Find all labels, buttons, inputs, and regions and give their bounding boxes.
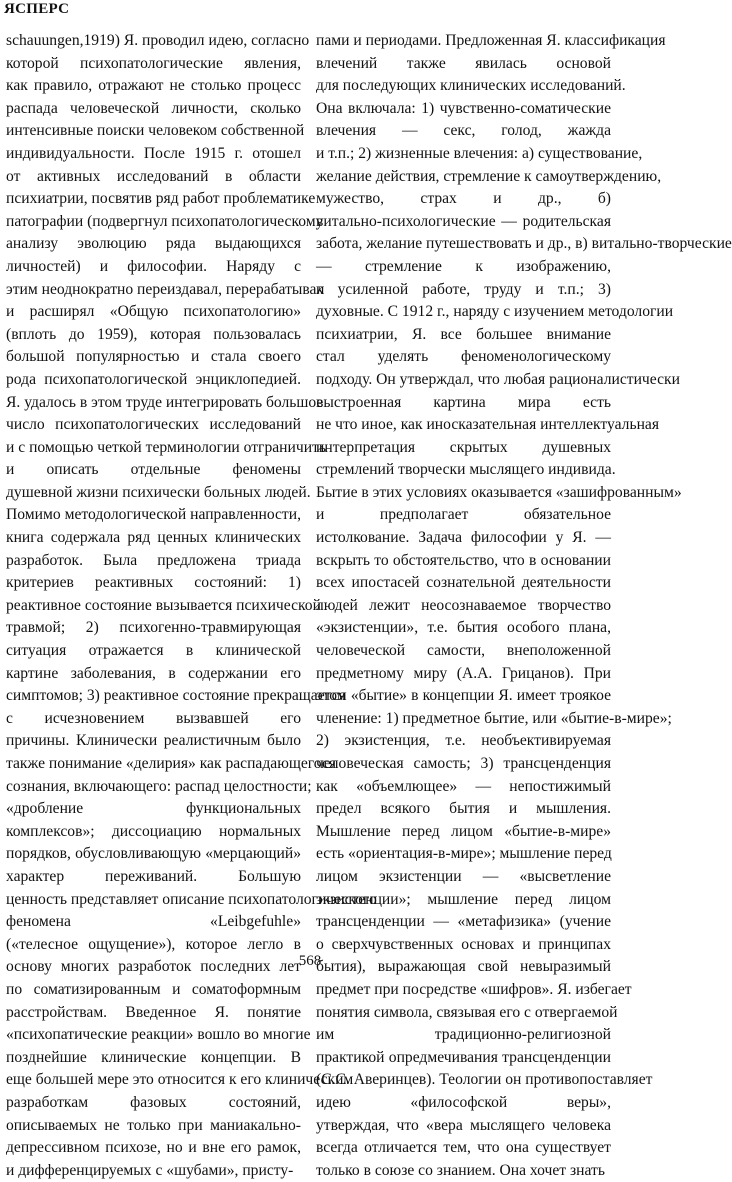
text-line: ценность представляет описание психопатологического bbox=[6, 890, 377, 908]
text-line: психиатрии, посвятив ряд работ проблематике bbox=[6, 190, 316, 208]
text-line: людей лежит неосознаваемое творчество bbox=[316, 596, 611, 614]
text-line: и с помощью четкой терминологии отграничить bbox=[6, 438, 326, 456]
text-line: о сверхчувственных основах и принципах bbox=[316, 935, 611, 953]
text-line: желание действия, стремление к самоутверждению, bbox=[316, 167, 662, 185]
text-line: по соматизированным и соматоформным bbox=[6, 980, 301, 998]
text-line: 2) экзистенция, т.е. необъективируемая bbox=[316, 732, 611, 750]
text-line: еще большей мере это относится к его клиническим bbox=[6, 1071, 354, 1089]
text-line: — стремление к изображению, bbox=[316, 257, 611, 275]
text-line: всех ипостасей сознательной деятельности bbox=[316, 574, 611, 592]
text-line: влечений также явилась основой bbox=[316, 54, 611, 72]
text-line: депрессивном психозе, но и вне его рамок, bbox=[6, 1139, 301, 1157]
text-line: большой популярностью и стала своего bbox=[6, 348, 301, 366]
text-line: человеческая самость; 3) трансценденция bbox=[316, 755, 611, 772]
text-line: забота, желание путешествовать и др., в) витально-творческие bbox=[316, 235, 732, 253]
text-line: вскрыть то обстоятельство, что в основании bbox=[316, 551, 611, 569]
right-text-column bbox=[316, 30, 732, 1182]
text-line: витально-психологические — родительская bbox=[316, 212, 611, 230]
text-line: картине заболевания, в содержании его bbox=[6, 664, 301, 682]
text-line: для последующих клинических исследований. bbox=[316, 77, 626, 95]
text-line: число психопатологических исследований bbox=[6, 416, 301, 434]
text-line: («телесное ощущение»), которое легло в bbox=[6, 935, 301, 953]
text-line: психиатрии, Я. все большее внимание bbox=[316, 325, 611, 343]
text-line: (вплоть до 1959), которая пользовалась bbox=[6, 325, 301, 343]
text-line: личностей) и философии. Наряду с bbox=[6, 257, 301, 275]
text-line: рода психопатологической энциклопедией. bbox=[6, 370, 301, 388]
text-line: понятия символа, связывая его с отвергаемой bbox=[316, 1003, 618, 1021]
text-line: стал уделять феноменологическому bbox=[316, 348, 611, 366]
text-line: анализу эволюцию ряда выдающихся bbox=[6, 235, 301, 253]
text-line: также понимание «делирия» как распадающегося bbox=[6, 755, 337, 772]
text-line: как «объемлющее» — непостижимый bbox=[316, 777, 611, 795]
text-line: с исчезновением вызвавшей его bbox=[6, 709, 301, 727]
text-line: и предполагает обязательное bbox=[316, 506, 611, 524]
text-line: интерпретация скрытых душевных bbox=[316, 438, 611, 456]
text-line: Бытие в этих условиях оказывается «зашифрованным» bbox=[316, 483, 682, 501]
text-line: симптомов; 3) реактивное состояние прекращается bbox=[6, 687, 346, 705]
text-line: бытия), выражающая свой невыразимый bbox=[316, 958, 611, 976]
text-line: только в союзе со знанием. Она хочет знать bbox=[316, 1161, 605, 1179]
text-line: «психопатические реакции» вошло во многие bbox=[6, 1026, 311, 1044]
text-line: разработкам фазовых состояний, bbox=[6, 1093, 301, 1111]
text-line: предмет при посредстве «шифров». Я. избегает bbox=[316, 980, 632, 998]
text-line: душевной жизни психически больных людей. bbox=[6, 483, 311, 501]
text-line: позднейшие клинические концепции. В bbox=[6, 1048, 301, 1066]
text-line: комплексов»; диссоциацию нормальных bbox=[6, 822, 301, 840]
text-line: подходу. Он утверждал, что любая рационалистически bbox=[316, 370, 680, 388]
text-line: Я. удалось в этом труде интегрировать большое bbox=[6, 393, 324, 411]
text-line: идею «философской веры», bbox=[316, 1093, 611, 1111]
text-line: описываемых не только при маниакально- bbox=[6, 1116, 301, 1134]
page-header-title: ЯСПЕРС bbox=[4, 1, 70, 17]
text-line: этим неоднократно переиздавал, перерабатывал bbox=[6, 280, 325, 298]
text-line: как правило, отражают не столько процесс bbox=[6, 77, 301, 95]
text-line: им традиционно-религиозной bbox=[316, 1026, 611, 1044]
text-line: экзистенции»; мышление перед лицом bbox=[316, 890, 611, 908]
text-line: влечения — секс, голод, жажда bbox=[316, 122, 611, 140]
text-line: разработок. Была предложена триада bbox=[6, 551, 301, 569]
text-line: предметному миру (А.А. Грицанов). При bbox=[316, 664, 611, 682]
text-line: Мышление перед лицом «бытие-в-мире» bbox=[316, 822, 611, 840]
text-line: и расширял «Общую психопатологию» bbox=[6, 303, 301, 321]
text-line: практикой опредмечивания трансценденции bbox=[316, 1048, 611, 1066]
text-line: утверждая, что «вера мыслящего человека bbox=[316, 1116, 611, 1134]
text-line: и описать отдельные феномены bbox=[6, 461, 301, 479]
text-line: индивидуальности. После 1915 г. отошел bbox=[6, 144, 301, 162]
text-line: предел всякого бытия и мышления. bbox=[316, 800, 611, 818]
text-line: ситуация отражается в клинической bbox=[6, 642, 301, 660]
text-line: от активных исследований в области bbox=[6, 167, 301, 185]
text-line: мужество, страх и др., б) bbox=[316, 190, 611, 208]
text-line: не что иное, как иносказательная интеллектуальная bbox=[316, 416, 660, 434]
text-line: пами и периодами. Предложенная Я. классификация bbox=[316, 32, 666, 49]
text-line: книга содержала ряд ценных клинических bbox=[6, 529, 301, 547]
text-line: феномена «Leibgefuhle» bbox=[6, 913, 301, 931]
text-line: патографии (подвергнул психопатологическому bbox=[6, 212, 324, 230]
text-line: выстроенная картина мира есть bbox=[316, 393, 611, 411]
text-line: основу многих разработок последних лет bbox=[6, 958, 301, 976]
text-line: членение: 1) предметное бытие, или «бытие-в-мире»; bbox=[316, 709, 672, 727]
text-line: сознания, включающего: распад целостности; bbox=[6, 777, 312, 795]
text-line: характер переживаний. Большую bbox=[6, 867, 301, 885]
text-line: расстройствам. Введенное Я. понятие bbox=[6, 1003, 301, 1021]
text-line: и дифференцируемых с «шубами», присту- bbox=[6, 1161, 294, 1179]
text-line: всегда отличается тем, что она существует bbox=[316, 1139, 611, 1157]
text-line: и т.п.; 2) жизненные влечения: а) существование, bbox=[316, 144, 643, 162]
text-line: порядков, обусловливающую «мерцающий» bbox=[6, 845, 301, 863]
text-line: реактивное состояние вызывается психической bbox=[6, 596, 321, 614]
text-line: распада человеческой личности, сколько bbox=[6, 99, 301, 117]
text-line: schauungen,1919) Я. проводил идею, согласно bbox=[6, 32, 310, 49]
text-line: которой психопатологические явления, bbox=[6, 54, 301, 72]
text-line: человеческой самости, внеположенной bbox=[316, 642, 611, 660]
text-line: лицом экзистенции — «высветление bbox=[316, 867, 611, 885]
text-line: «экзистенции», т.е. бытия особого плана, bbox=[316, 619, 611, 637]
text-line: Она включала: 1) чувственно-соматические bbox=[316, 99, 611, 117]
text-line: духовные. С 1912 г., наряду с изучением методологии bbox=[316, 303, 674, 321]
text-line: причины. Клинически реалистичным было bbox=[6, 732, 301, 750]
text-line: есть «ориентация-в-мире»; мышление перед bbox=[316, 845, 612, 863]
text-line: этом «бытие» в концепции Я. имеет троякое bbox=[316, 687, 611, 705]
text-line: истолкование. Задача философии у Я. — bbox=[316, 529, 611, 547]
text-line: к усиленной работе, труду и т.п.; 3) bbox=[316, 280, 611, 298]
text-line: Помимо методологической направленности, bbox=[6, 506, 301, 524]
text-line: стремлений творчески мыслящего индивида. bbox=[316, 461, 616, 479]
text-line: интенсивные поиски человеком собственной bbox=[6, 122, 305, 140]
page-number: 568 bbox=[298, 953, 322, 969]
text-line: критериев реактивных состояний: 1) bbox=[6, 574, 301, 592]
text-line: (С.С. Аверинцев). Теологии он противопоставляет bbox=[316, 1071, 653, 1089]
text-line: «дробление функциональных bbox=[6, 800, 301, 818]
text-line: трансценденции — «метафизика» (учение bbox=[316, 913, 611, 931]
text-line: травмой; 2) психогенно-травмирующая bbox=[6, 619, 301, 637]
